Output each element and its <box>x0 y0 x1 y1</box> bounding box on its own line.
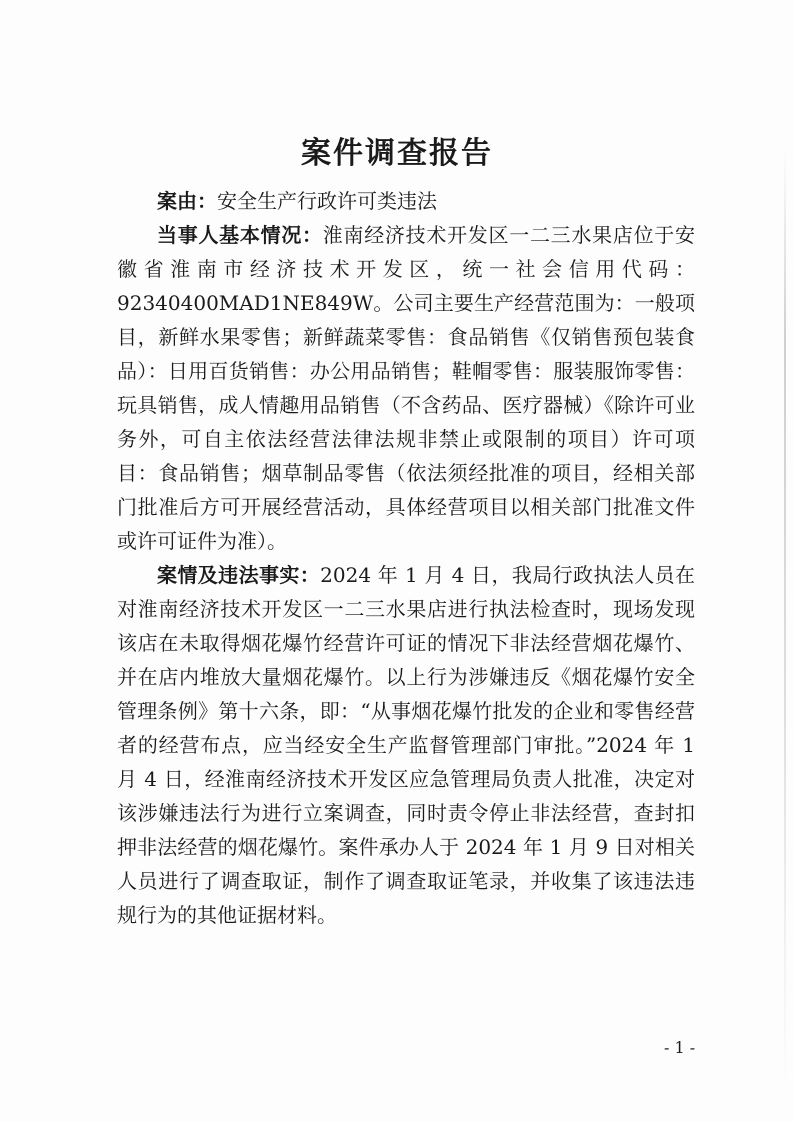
case-facts-paragraph <box>117 558 695 932</box>
document-title: 案件调查报告 <box>301 136 493 171</box>
case-facts-text: 2024 年 1 月 4 日，我局行政执法人员在对淮南经济技术开发区一二三水果店进行执法检查时，现场发现该店在未取得烟花爆竹经营许可证的情况下非法经营烟花爆竹、并在店内堆放大量烟花爆竹。以上行为涉嫌违反《烟花爆竹安全管理条例》第十六条，即：“从事烟花爆竹批发的企业和零售经营者的经营布点，应当经安全生产监督管理部门审批。”2024 年 1 月 4 日，经淮南经济技术开发区应急管理局负责人批准，决定对该涉嫌违法行为进行立案调查，同时责令停止非法经营，查封扣押非法经营的烟花爆竹。案件承办人于 2024 年 1 月 9 日对相关人员进行了调查取证，制作了调查取证笔录，并收集了该违法违规行为的其他证据材料。 <box>117 563 695 927</box>
party-info-label: 当事人基本情况： <box>157 223 323 247</box>
scan-edge-shadow <box>784 150 786 1090</box>
document-body <box>117 184 695 932</box>
party-info-text: 淮南经济技术开发区一二三水果店位于安徽省淮南市经济技术开发区，统一社会信用代码：92340400MAD1NE849W。公司主要生产经营范围为：一般项目，新鲜水果零售；新鲜蔬菜零售：食品销售《仅销售预包装食品）：日用百货销售：办公用品销售；鞋帽零售：服装服饰零售：玩具销售，成人情趣用品销售（不含药品、医疗器械）《除许可业务外，可自主依法经营法律法规非禁止或限制的项目）许可项目：食品销售；烟草制品零售（依法须经批准的项目，经相关部门批准后方可开展经营活动，具体经营项目以相关部门批准文件或许可证件为准）。 <box>117 223 696 553</box>
page-number: - 1 - <box>664 1038 696 1057</box>
case-cause-text: 安全生产行政许可类违法 <box>217 189 437 213</box>
party-info-paragraph <box>117 218 695 558</box>
case-facts-label: 案情及违法事实： <box>157 563 321 587</box>
case-cause-paragraph <box>117 184 695 218</box>
case-cause-label: 案由： <box>157 189 217 213</box>
